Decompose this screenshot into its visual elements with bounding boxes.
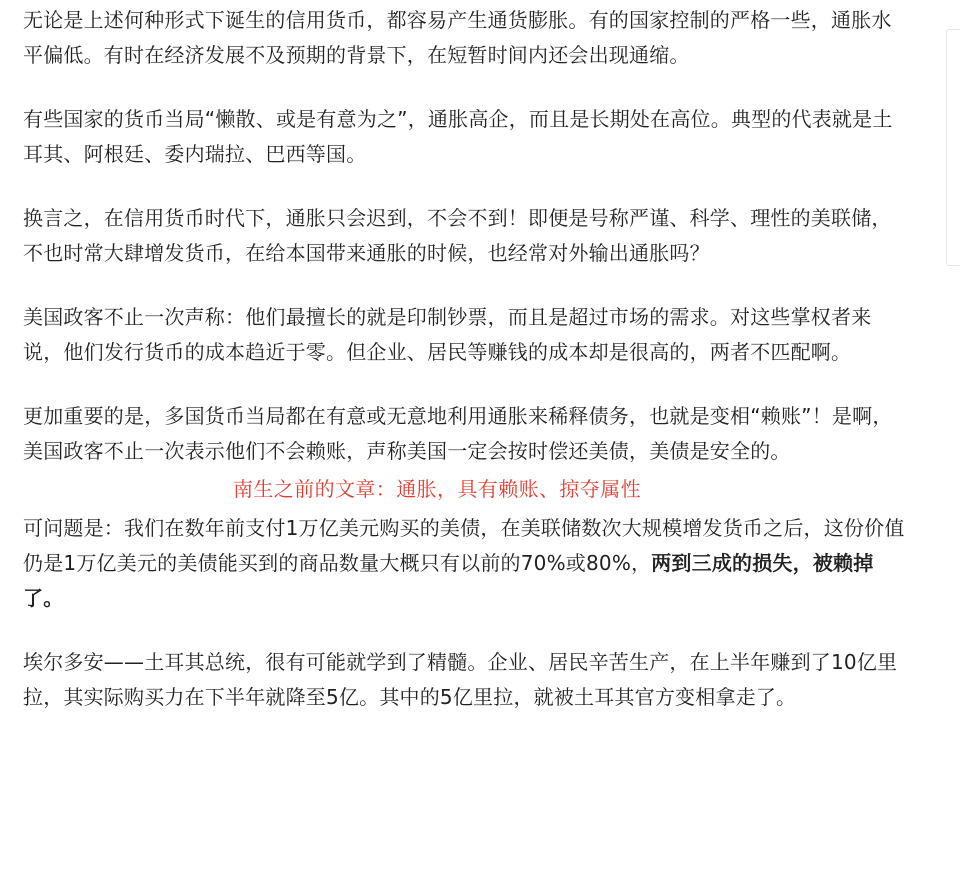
image-caption: 南生之前的文章：通胀，具有赖账、掠夺属性 [233,477,641,501]
paragraph-6-bold: 两到三成的损失，被赖掉了。 [23,551,874,610]
article-body [23,3,908,715]
paragraph-7: 埃尔多安——土耳其总统，很有可能就学到了精髓。企业、居民辛苦生产，在上半年赚到了10亿里拉，其实际购买力在下半年就降至5亿。其中的5亿里拉，就被土耳其官方变相拿走了。 [23,650,898,709]
paragraph-2: 有些国家的货币当局“懒散、或是有意为之”，通胀高企，而且是长期处在高位。典型的代表就是土耳其、阿根廷、委内瑞拉、巴西等国。 [23,107,893,166]
paragraph-5: 更加重要的是，多国货币当局都在有意或无意地利用通胀来稀释债务，也就是变相“赖账”！是啊，美国政客不止一次表示他们不会赖账，声称美国一定会按时偿还美债，美债是安全的。 [23,404,893,463]
paragraph-3: 换言之，在信用货币时代下，通胀只会迟到，不会不到！即便是号称严谨、科学、理性的美联储，不也时常大肆增发货币，在给本国带来通胀的时候，也经常对外输出通胀吗？ [23,206,892,265]
side-panel-edge [946,29,960,266]
paragraph-4: 美国政客不止一次声称：他们最擅长的就是印制钞票，而且是超过市场的需求。对这些掌权者来说，他们发行货币的成本趋近于零。但企业、居民等赚钱的成本却是很高的，两者不匹配啊。 [23,305,872,364]
paragraph-6-text: 可问题是：我们在数年前支付1万亿美元购买的美债，在美联储数次大规模增发货币之后，这份价值仍是1万亿美元的美债能买到的商品数量大概只有以前的70%或80%， [23,516,905,575]
paragraph-6 [23,511,908,616]
paragraph-1: 无论是上述何种形式下诞生的信用货币，都容易产生通货膨胀。有的国家控制的严格一些，通胀水平偏低。有时在经济发展不及预期的背景下，在短暂时间内还会出现通缩。 [23,8,892,67]
